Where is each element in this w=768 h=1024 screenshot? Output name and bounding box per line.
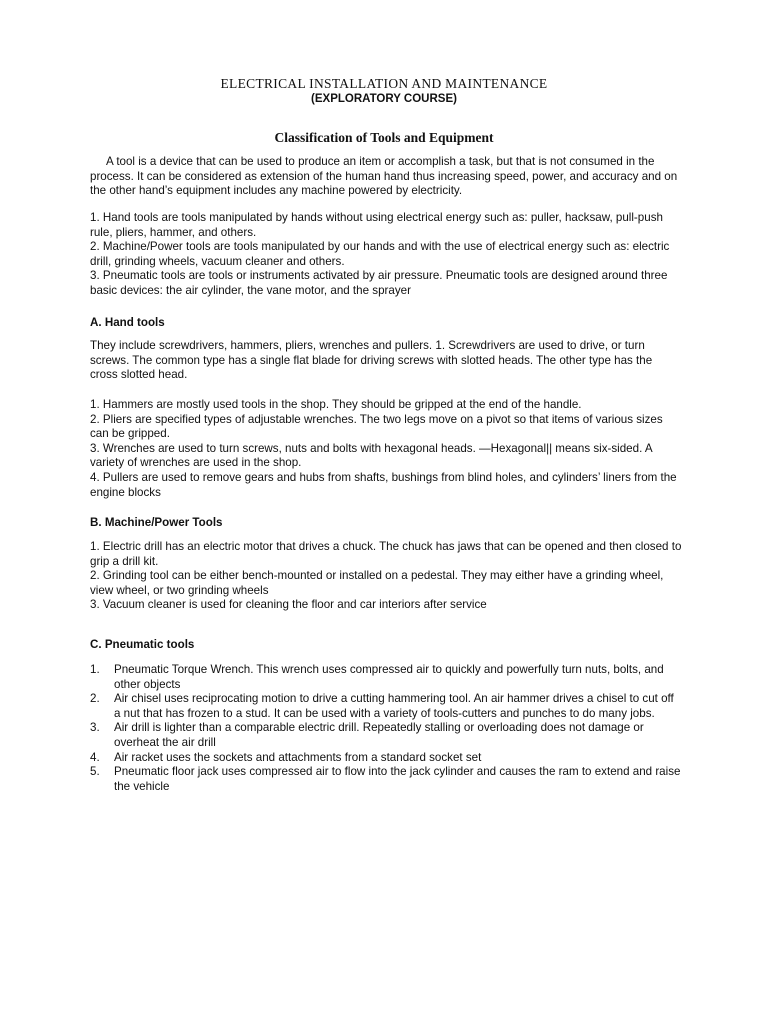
power-tool-item: 3. Vacuum cleaner is used for cleaning the floor and car interiors after service (90, 598, 487, 612)
list-number: 1. (90, 663, 100, 676)
power-tools-heading: B. Machine/Power Tools (90, 516, 223, 529)
pneumatic-tools-heading: C. Pneumatic tools (90, 638, 195, 651)
power-tool-item: 2. Grinding tool can be either bench-mounted or installed on a pedestal. They may either have a grinding wheel, view wheel, or two grinding wheels (90, 569, 664, 597)
list-text: Pneumatic floor jack uses compressed air to flow into the jack cylinder and causes the ram to extend and raise the vehicle (114, 765, 681, 793)
document-subtitle: (EXPLORATORY COURSE) (311, 93, 457, 105)
hand-tools-intro-text: They include screwdrivers, hammers, pliers, wrenches and pullers. 1. Screwdrivers are used to drive, or turn screws. The common type has a single flat blade for driving screws with slotted heads. The other type has the cross slotted head. (90, 339, 653, 382)
tool-types-list (90, 211, 682, 299)
document-title: ELECTRICAL INSTALLATION AND MAINTENANCE (220, 76, 548, 91)
power-tools-list (90, 540, 682, 613)
hand-tools-intro (90, 339, 682, 383)
tool-type-item: 3. Pneumatic tools are tools or instruments activated by air pressure. Pneumatic tools are designed around three basic devices: the air cylinder, the vane motor, and the sprayer (90, 269, 668, 297)
list-number: 2. (90, 692, 100, 706)
pneumatic-tool-item (90, 751, 682, 766)
tool-type-item: 1. Hand tools are tools manipulated by hands without using electrical energy such as: puller, hacksaw, pull-push rule, pliers, hammer, and others. (90, 211, 663, 239)
power-tool-item: 1. Electric drill has an electric motor that drives a chuck. The chuck has jaws that can be opened and then closed to grip a drill kit. (90, 540, 682, 568)
list-text: Pneumatic Torque Wrench. This wrench uses compressed air to quickly and powerfully turn nuts, bolts, and other objects (114, 663, 664, 691)
hand-tool-item: 3. Wrenches are used to turn screws, nuts and bolts with hexagonal heads. —Hexagonal|| means six-sided. A variety of wrenches are used in the shop. (90, 441, 652, 470)
section-title: Classification of Tools and Equipment (274, 130, 494, 145)
list-text: Air chisel uses reciprocating motion to drive a cutting hammering tool. An air hammer drives a chisel to cut off a nut that has frozen to a stud. It can be used with a variety of tools-cutters and punches to do many jobs. (114, 692, 674, 720)
pneumatic-tool-item (90, 765, 682, 794)
hand-tool-item: 1. Hammers are mostly used tools in the shop. They should be gripped at the end of the handle. (90, 398, 582, 411)
pneumatic-tool-item (90, 721, 682, 750)
hand-tool-item: 2. Pliers are specified types of adjustable wrenches. The two legs move on a pivot so that items of various sizes can be gripped. (90, 412, 663, 441)
hand-tools-heading: A. Hand tools (90, 316, 165, 329)
list-text: Air drill is lighter than a comparable electric drill. Repeatedly stalling or overloading does not damage or overheat the air drill (114, 721, 644, 749)
pneumatic-tool-item (90, 692, 682, 721)
tool-type-item: 2. Machine/Power tools are tools manipulated by our hands and with the use of electrical energy such as: electric drill, grinding wheels, vacuum cleaner and others. (90, 240, 670, 268)
pneumatic-tool-item (90, 663, 682, 692)
list-number: 5. (90, 765, 100, 779)
intro-paragraph (90, 155, 682, 199)
hand-tool-item: 4. Pullers are used to remove gears and hubs from shafts, bushings from blind holes, and cylinders’ liners from the engine blocks (90, 470, 677, 499)
list-number: 4. (90, 750, 100, 764)
list-text: Air racket uses the sockets and attachments from a standard socket set (114, 750, 482, 764)
intro-text: A tool is a device that can be used to produce an item or accomplish a task, but that is not consumed in the process. It can be considered as extension of the human hand thus increasing speed, power, and accuracy and on the other hand’s equipment includes any machine powered by electricity. (90, 155, 678, 198)
hand-tools-list (90, 398, 682, 500)
list-number: 3. (90, 721, 100, 735)
pneumatic-tools-list (90, 663, 682, 794)
